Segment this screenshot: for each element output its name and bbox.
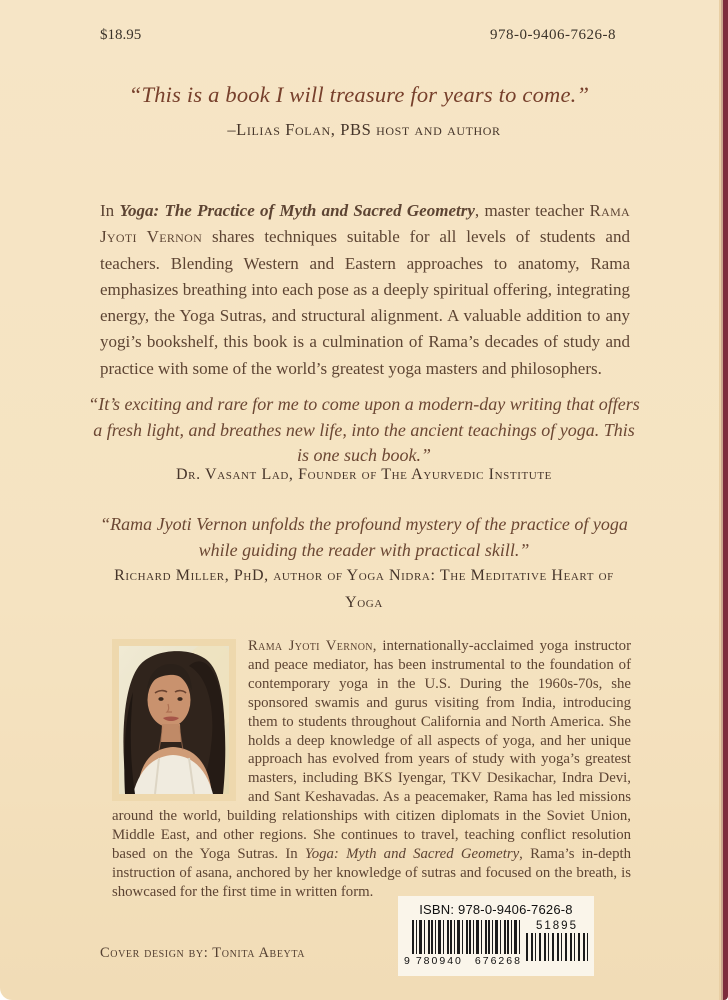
vasant-attribution: Dr. Vasant Lad, Founder of The Ayurvedic Institute (176, 466, 552, 483)
cover-edge-stripe (719, 0, 728, 1000)
author-bio (112, 637, 631, 902)
bio-author-name: Rama Jyoti Vernon (248, 638, 373, 654)
description-after-title: , master teacher (474, 201, 590, 220)
addon-barcode (526, 920, 588, 967)
barcode-isbn-label: ISBN: 978-0-9406-7626-8 (419, 902, 573, 917)
barcode-row (398, 917, 594, 967)
bio-text-after-title: , Rama’s in-depth instruction of asana, anchored by her knowledge of sutras and focused on the breath, is showcased for the first time in written form. (112, 845, 631, 900)
isbn-top-label: 978-0-9406-7626-8 (490, 27, 616, 43)
miller-quote: “Rama Jyoti Vernon unfolds the profound mystery of the practice of yoga while guiding the reader with practical skill.” (100, 514, 628, 560)
description-intro: In (100, 201, 120, 220)
addon-barcode-number: 51895 (536, 920, 578, 932)
ean-barcode (404, 920, 522, 967)
price-label: $18.95 (100, 27, 142, 43)
headline-quote: “This is a book I will treasure for years to come.” (128, 82, 590, 107)
addon-barcode-bars (526, 933, 588, 961)
headline-attribution: –Lilias Folan, PBS host and author (227, 120, 501, 139)
ean-digit-group1: 780940 (415, 955, 463, 967)
ean-digit-lead: 9 (404, 955, 410, 967)
ean-barcode-bars (412, 920, 522, 954)
book-description (100, 198, 630, 382)
bio-book-title: Yoga: Myth and Sacred Geometry (304, 845, 520, 862)
ean-barcode-digits (404, 955, 522, 967)
cover-design-credit: Cover design by: Tonita Abeyta (100, 945, 306, 961)
description-book-title: Yoga: The Practice of Myth and Sacred Geometry (119, 201, 475, 220)
miller-attribution: Richard Miller, PhD, author of Yoga Nidra: The Meditative Heart of Yoga (114, 567, 614, 611)
barcode-block (398, 896, 594, 976)
author-photo-frame (112, 639, 236, 801)
description-body: shares techniques suitable for all levels of students and teachers. Blending Western and Eastern approaches to anatomy, Rama emphasizes breathing into each pose as a deeply spiritual offering, integrating energy, the Yoga Sutras, and structural alignment. A valuable addition to any yogi’s bookshelf, this book is a culmination of Rama’s decades of study and practice with some of the world’s greatest yoga masters and philosophers. (100, 227, 630, 378)
ean-digit-group2: 676268 (474, 955, 522, 967)
description-author-name: Rama Jyoti Vernon (100, 201, 631, 247)
author-photo (119, 646, 229, 794)
vasant-quote: “It’s exciting and rare for me to come upon a modern-day writing that offers a fresh light, and breathes new life, into the ancient teachings of yoga. This is one such book.” (88, 394, 640, 465)
bio-text-before-title: , internationally-acclaimed yoga instructor and peace mediator, has been instrumental to the foundation of contemporary yoga in the U.S. During the 1960s-70s, she sponsored swamis and gurus visiting from India, introducing them to students throughout California and North America. She holds a deep knowledge of all aspects of yoga, and her unique approach has evolved from years of study with yoga’s greatest masters, including BKS Iyengar, TKV Desikachar, Indra Devi, and Sant Keshavadas. As a peacemaker, Rama has led missions around the world, building relationships with citizen diplomats in the Soviet Union, Middle East, and other regions. She continues to travel, teaching conflict resolution based on the Yoga Sutras. In (112, 638, 631, 862)
